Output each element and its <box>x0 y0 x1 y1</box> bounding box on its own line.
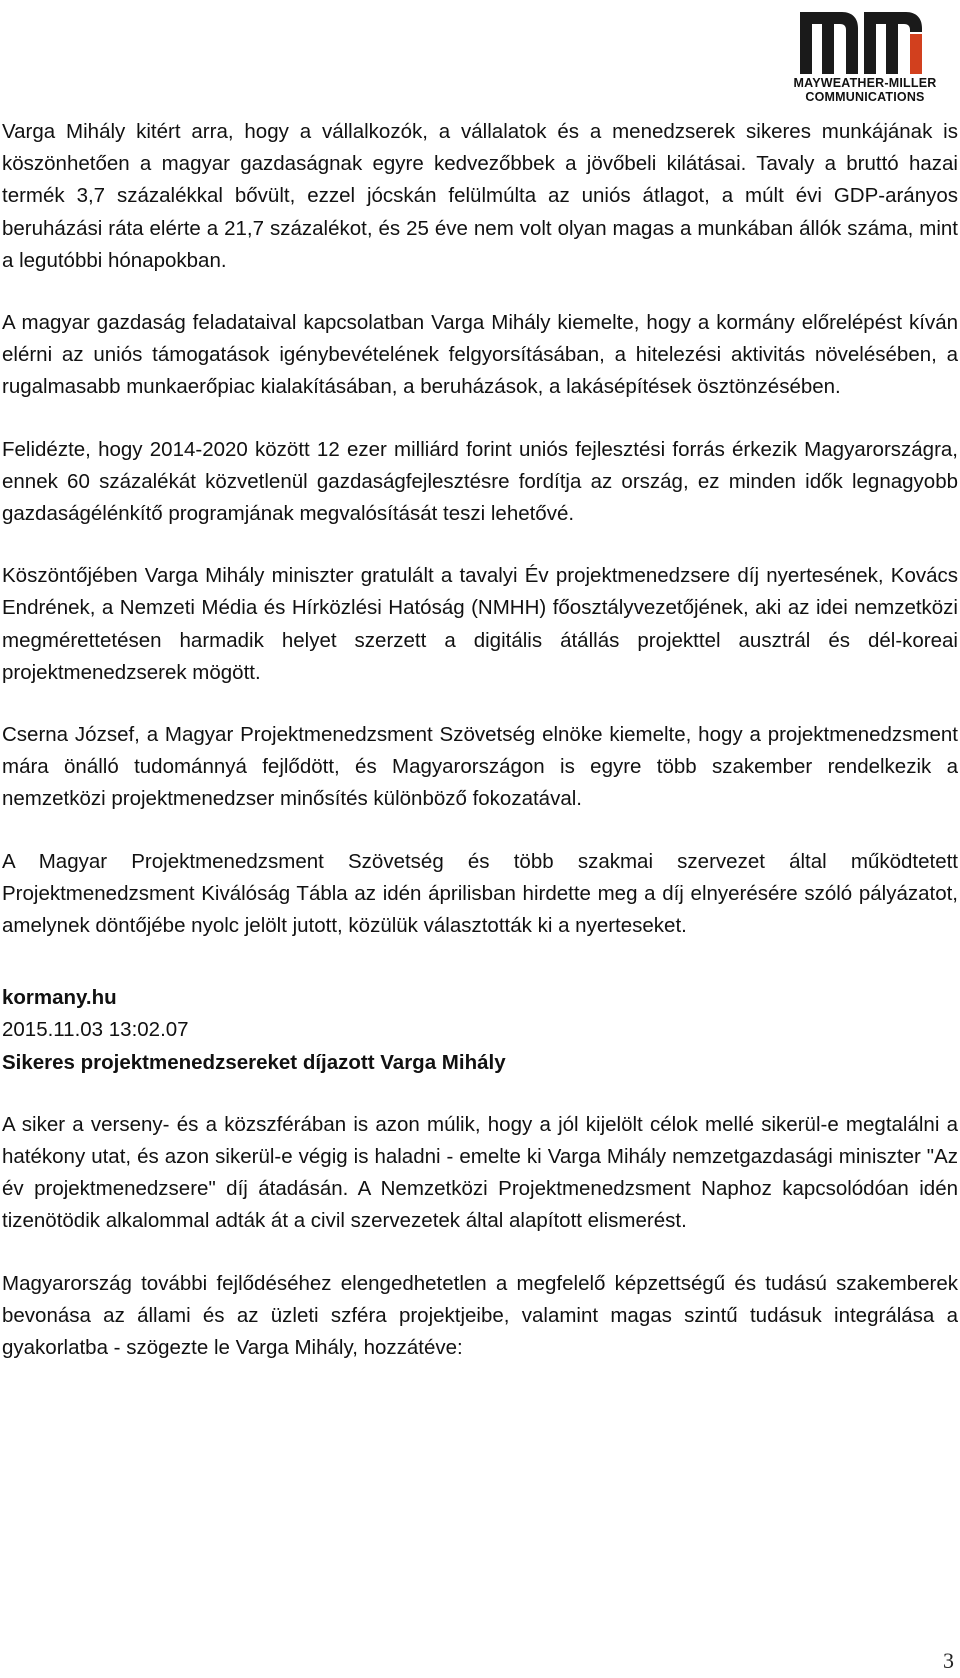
article-paragraph: A siker a verseny- és a közszférában is azon múlik, hogy a jól kijelölt célok mellé sikerül-e megtalálni a hatékony utat, és azon sikerül-e végig is haladni - emelte ki Varga Mihály nemzetgazdasági miniszter "Az év projektmenedzsere" díj átadásán. A Nemzetközi Projektmenedzsment Naphoz kapcsolódóan idén tizenötödik alkalommal adták át a civil szervezetek által alapított elismerést. <box>2 1112 958 1233</box>
logo-text-line2: COMMUNICATIONS <box>805 90 925 104</box>
article-title: Sikeres projektmenedzsereket díjazott Varga Mihály <box>2 1050 506 1074</box>
mm-logo-icon <box>790 4 940 76</box>
paragraph: Cserna József, a Magyar Projektmenedzsment Szövetség elnöke kiemelte, hogy a projektmenedzsment mára önálló tudománnyá fejlődött, és Magyarországon is egyre több szakember rendelkezik a nemzetközi projektmenedzser minősítés különböző fokozatával. <box>2 723 958 811</box>
paragraph: Köszöntőjében Varga Mihály miniszter gratulált a tavalyi Év projektmenedzsere díj nyertesének, Kovács Endrének, a Nemzeti Média és Hírközlési Hatóság (NMHH) főosztályvezetőjének, aki az idei nemzetközi megmérettetésen harmadik helyet szerzett a digitális átállás projekttel ausztrál és dél-koreai projektmenedzserek mögött. <box>2 564 958 684</box>
document-body <box>2 116 958 1394</box>
company-logo <box>780 4 950 122</box>
page-number: 3 <box>943 1648 954 1673</box>
paragraph: Felidézte, hogy 2014-2020 között 12 ezer milliárd forint uniós fejlesztési forrás érkezik Magyarországra, ennek 60 százalékát közvetlenül gazdaságfejlesztésre fordítja az ország, ez minden idők legnagyobb gazdaságélénkítő programjának megvalósítását teszi lehetővé. <box>2 437 958 526</box>
paragraph: A Magyar Projektmenedzsment Szövetség és több szakmai szervezet által működtetett Projektmenedzsment Kiválóság Tábla az idén áprilisban hirdette meg a díj elnyerésére szóló pályázatot, amelynek döntőjébe nyolc jelölt jutott, közülük választották ki a nyerteseket. <box>2 849 958 938</box>
article-source: kormany.hu <box>2 986 117 1010</box>
article-header <box>2 982 958 1079</box>
logo-text-line1: MAYWEATHER-MILLER <box>793 76 937 90</box>
paragraph: Varga Mihály kitért arra, hogy a vállalkozók, a vállalatok és a menedzserek sikeres munkájának is köszönhetően a magyar gazdaságnak egyre kedvezőbbek a jövőbeli kilátásai. Tavaly a bruttó hazai termék 3,7 százalékkal bővült, ezzel jócskán felülmúlta az uniós átlagot, a múlt évi GDP-arányos beruházási ráta elérte a 21,7 százalékot, és 25 éve nem volt olyan magas a munkában állók száma, mint a legutóbbi hónapokban. <box>2 120 958 272</box>
article-paragraph: Magyarország további fejlődéséhez elengedhetetlen a megfelelő képzettségű és tudású szakemberek bevonása az állami és az üzleti szféra projektjeibe, valamint magas szintű tudásuk integrálása a gyakorlatba - szögezte le Varga Mihály, hozzátéve: <box>2 1271 958 1360</box>
paragraph: A magyar gazdaság feladataival kapcsolatban Varga Mihály kiemelte, hogy a kormány előrelépést kíván elérni az uniós támogatások igénybevételének felgyorsításában, a hitelezési aktivitás növelésében, a rugalmasabb munkaerőpiac kialakításában, a beruházások, a lakásépítések ösztönzésében. <box>2 311 958 399</box>
article-datetime: 2015.11.03 13:02.07 <box>2 1018 189 1042</box>
